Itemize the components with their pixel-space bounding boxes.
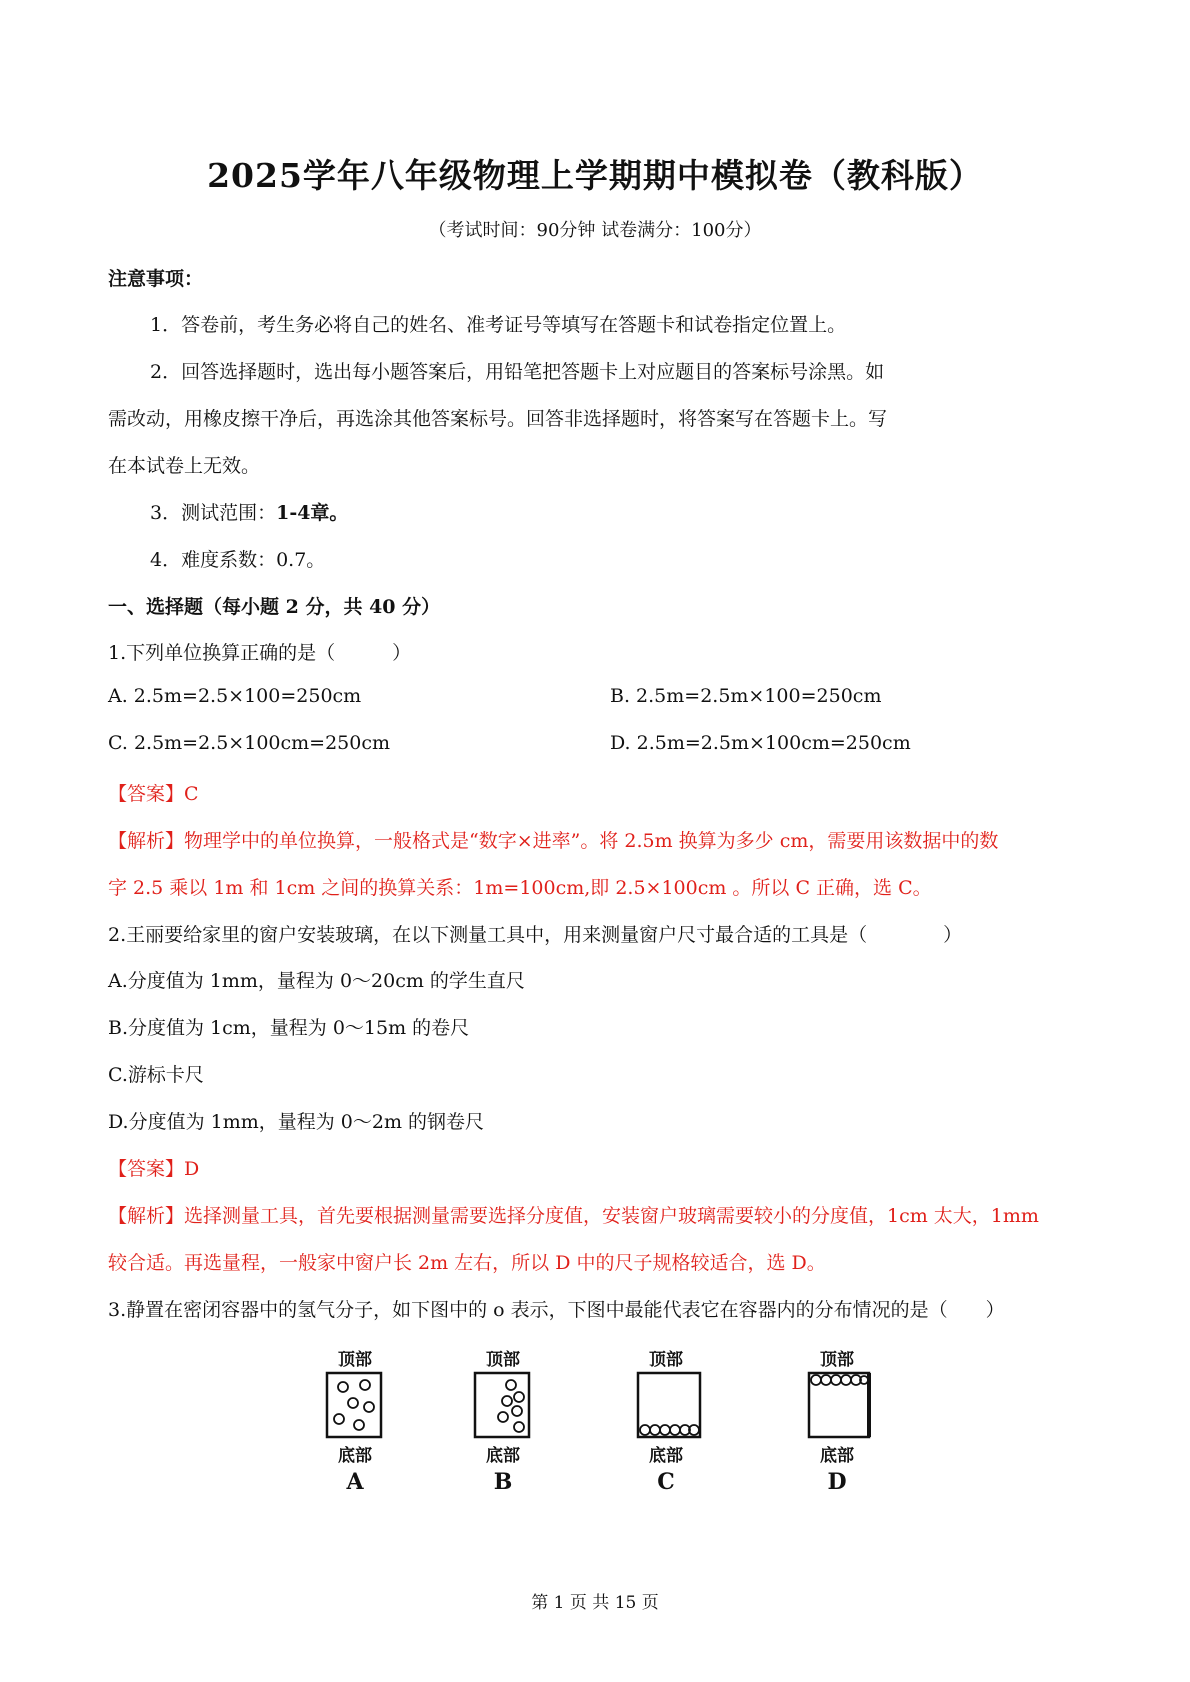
notice-item-3-label: 3．测试范围： <box>150 502 277 524</box>
molecule <box>354 1420 364 1430</box>
molecule <box>514 1422 524 1432</box>
molecule <box>512 1406 522 1416</box>
molecule <box>811 1375 821 1385</box>
molecule <box>650 1425 660 1435</box>
answer-tag: 【答案】 <box>108 783 185 805</box>
notice-item-3-value: 1-4章。 <box>276 502 349 524</box>
question-2-analysis <box>108 1201 1039 1228</box>
page-footer: 第 1 页 共 15 页 <box>531 1593 659 1613</box>
question-2-stem: 2.王丽要给家里的窗户安装玻璃，在以下测量工具中，用来测量窗户尺寸最合适的工具是（ ） <box>108 924 963 946</box>
molecule <box>506 1380 516 1390</box>
container-a-diagram <box>325 1371 385 1441</box>
container-b-diagram <box>473 1371 533 1441</box>
page-title: 2025学年八年级物理上学期期中模拟卷（教科版） <box>207 156 983 195</box>
figure-bottom-label: 底部 <box>820 1446 854 1466</box>
figure-letter: C <box>657 1469 675 1495</box>
container-outline <box>475 1373 529 1437</box>
molecule <box>364 1402 374 1412</box>
container-d-diagram <box>807 1371 875 1441</box>
notice-item-4: 4．难度系数：0.7。 <box>150 549 326 571</box>
question-2-option-a: A.分度值为 1mm，量程为 0～20cm 的学生直尺 <box>108 970 525 992</box>
question-2-answer <box>108 1154 199 1181</box>
molecule <box>348 1398 358 1408</box>
question-1-analysis <box>108 826 998 853</box>
figure-c <box>626 1345 706 1495</box>
figure-bottom-label: 底部 <box>338 1446 372 1466</box>
notice-item-3 <box>150 498 348 525</box>
molecule <box>360 1380 370 1390</box>
question-1-option-c: C. 2.5m=2.5×100cm=250cm <box>108 732 390 754</box>
question-1-option-a: A. 2.5m=2.5×100=250cm <box>108 685 362 707</box>
molecule <box>502 1396 512 1406</box>
answer-value: D <box>184 1158 200 1180</box>
analysis-text: 物理学中的单位换算，一般格式是“数字×进率”。将 2.5m 换算为多少 cm，需要用该数据中的数 <box>184 830 999 852</box>
question-1-analysis-cont: 字 2.5 乘以 1m 和 1cm 之间的换算关系：1m=100cm,即 2.5×100cm 。所以 C 正确，选 C。 <box>108 877 932 899</box>
section-heading: 一、选择题（每小题 2 分，共 40 分） <box>108 596 441 618</box>
molecule <box>338 1382 348 1392</box>
notice-item-1: 1．答卷前，考生务必将自己的姓名、准考证号等填写在答题卡和试卷指定位置上。 <box>150 314 847 336</box>
exam-info: （考试时间：90分钟 试卷满分：100分） <box>428 220 762 241</box>
question-1-option-b: B. 2.5m=2.5m×100=250cm <box>610 685 882 707</box>
notice-item-2-cont: 需改动，用橡皮擦干净后，再选涂其他答案标号。回答非选择题时，将答案写在答题卡上。写 <box>108 408 888 430</box>
molecule <box>670 1425 680 1435</box>
analysis-tag: 【解析】 <box>108 830 185 852</box>
figure-top-label: 顶部 <box>486 1350 520 1370</box>
notice-heading: 注意事项： <box>108 268 204 290</box>
container-c-diagram <box>636 1371 704 1441</box>
question-1-answer <box>108 779 199 806</box>
analysis-tag: 【解析】 <box>108 1205 185 1227</box>
figure-bottom-label: 底部 <box>649 1446 683 1466</box>
analysis-text: 选择测量工具，首先要根据测量需要选择分度值，安装窗户玻璃需要较小的分度值，1cm 太大，1mm <box>184 1205 1039 1227</box>
molecule <box>640 1425 650 1435</box>
molecule <box>334 1414 344 1424</box>
figure-letter: A <box>346 1469 364 1495</box>
molecule <box>514 1392 524 1402</box>
molecule <box>831 1375 841 1385</box>
question-1-stem: 1.下列单位换算正确的是（ ） <box>108 642 412 664</box>
question-2-option-c: C.游标卡尺 <box>108 1064 204 1086</box>
molecule <box>660 1425 670 1435</box>
notice-item-2: 2．回答选择题时，选出每小题答案后，用铅笔把答题卡上对应题目的答案标号涂黑。如 <box>150 361 885 383</box>
figure-bottom-label: 底部 <box>486 1446 520 1466</box>
notice-item-2-end: 在本试卷上无效。 <box>108 455 261 477</box>
molecule <box>821 1375 831 1385</box>
molecule <box>498 1412 508 1422</box>
question-1-option-d: D. 2.5m=2.5m×100cm=250cm <box>610 732 911 754</box>
figure-b <box>463 1345 543 1495</box>
answer-tag: 【答案】 <box>108 1158 185 1180</box>
figure-letter: B <box>493 1469 513 1495</box>
question-2-option-d: D.分度值为 1mm，量程为 0～2m 的钢卷尺 <box>108 1111 485 1133</box>
answer-value: C <box>184 783 199 805</box>
question-2-option-b: B.分度值为 1cm，量程为 0～15m 的卷尺 <box>108 1017 470 1039</box>
figure-top-label: 顶部 <box>649 1350 683 1370</box>
figure-a <box>315 1345 395 1495</box>
figure-top-label: 顶部 <box>338 1350 372 1370</box>
question-2-analysis-cont: 较合适。再选量程，一般家中窗户长 2m 左右，所以 D 中的尺子规格较适合，选 D。 <box>108 1252 826 1274</box>
figure-d <box>797 1345 877 1495</box>
figure-top-label: 顶部 <box>820 1350 854 1370</box>
figure-letter: D <box>827 1469 847 1495</box>
question-3-stem: 3.静置在密闭容器中的氢气分子，如下图中的 o 表示，下图中最能代表它在容器内的分布情况的是（ ） <box>108 1299 1005 1321</box>
molecule <box>841 1375 851 1385</box>
